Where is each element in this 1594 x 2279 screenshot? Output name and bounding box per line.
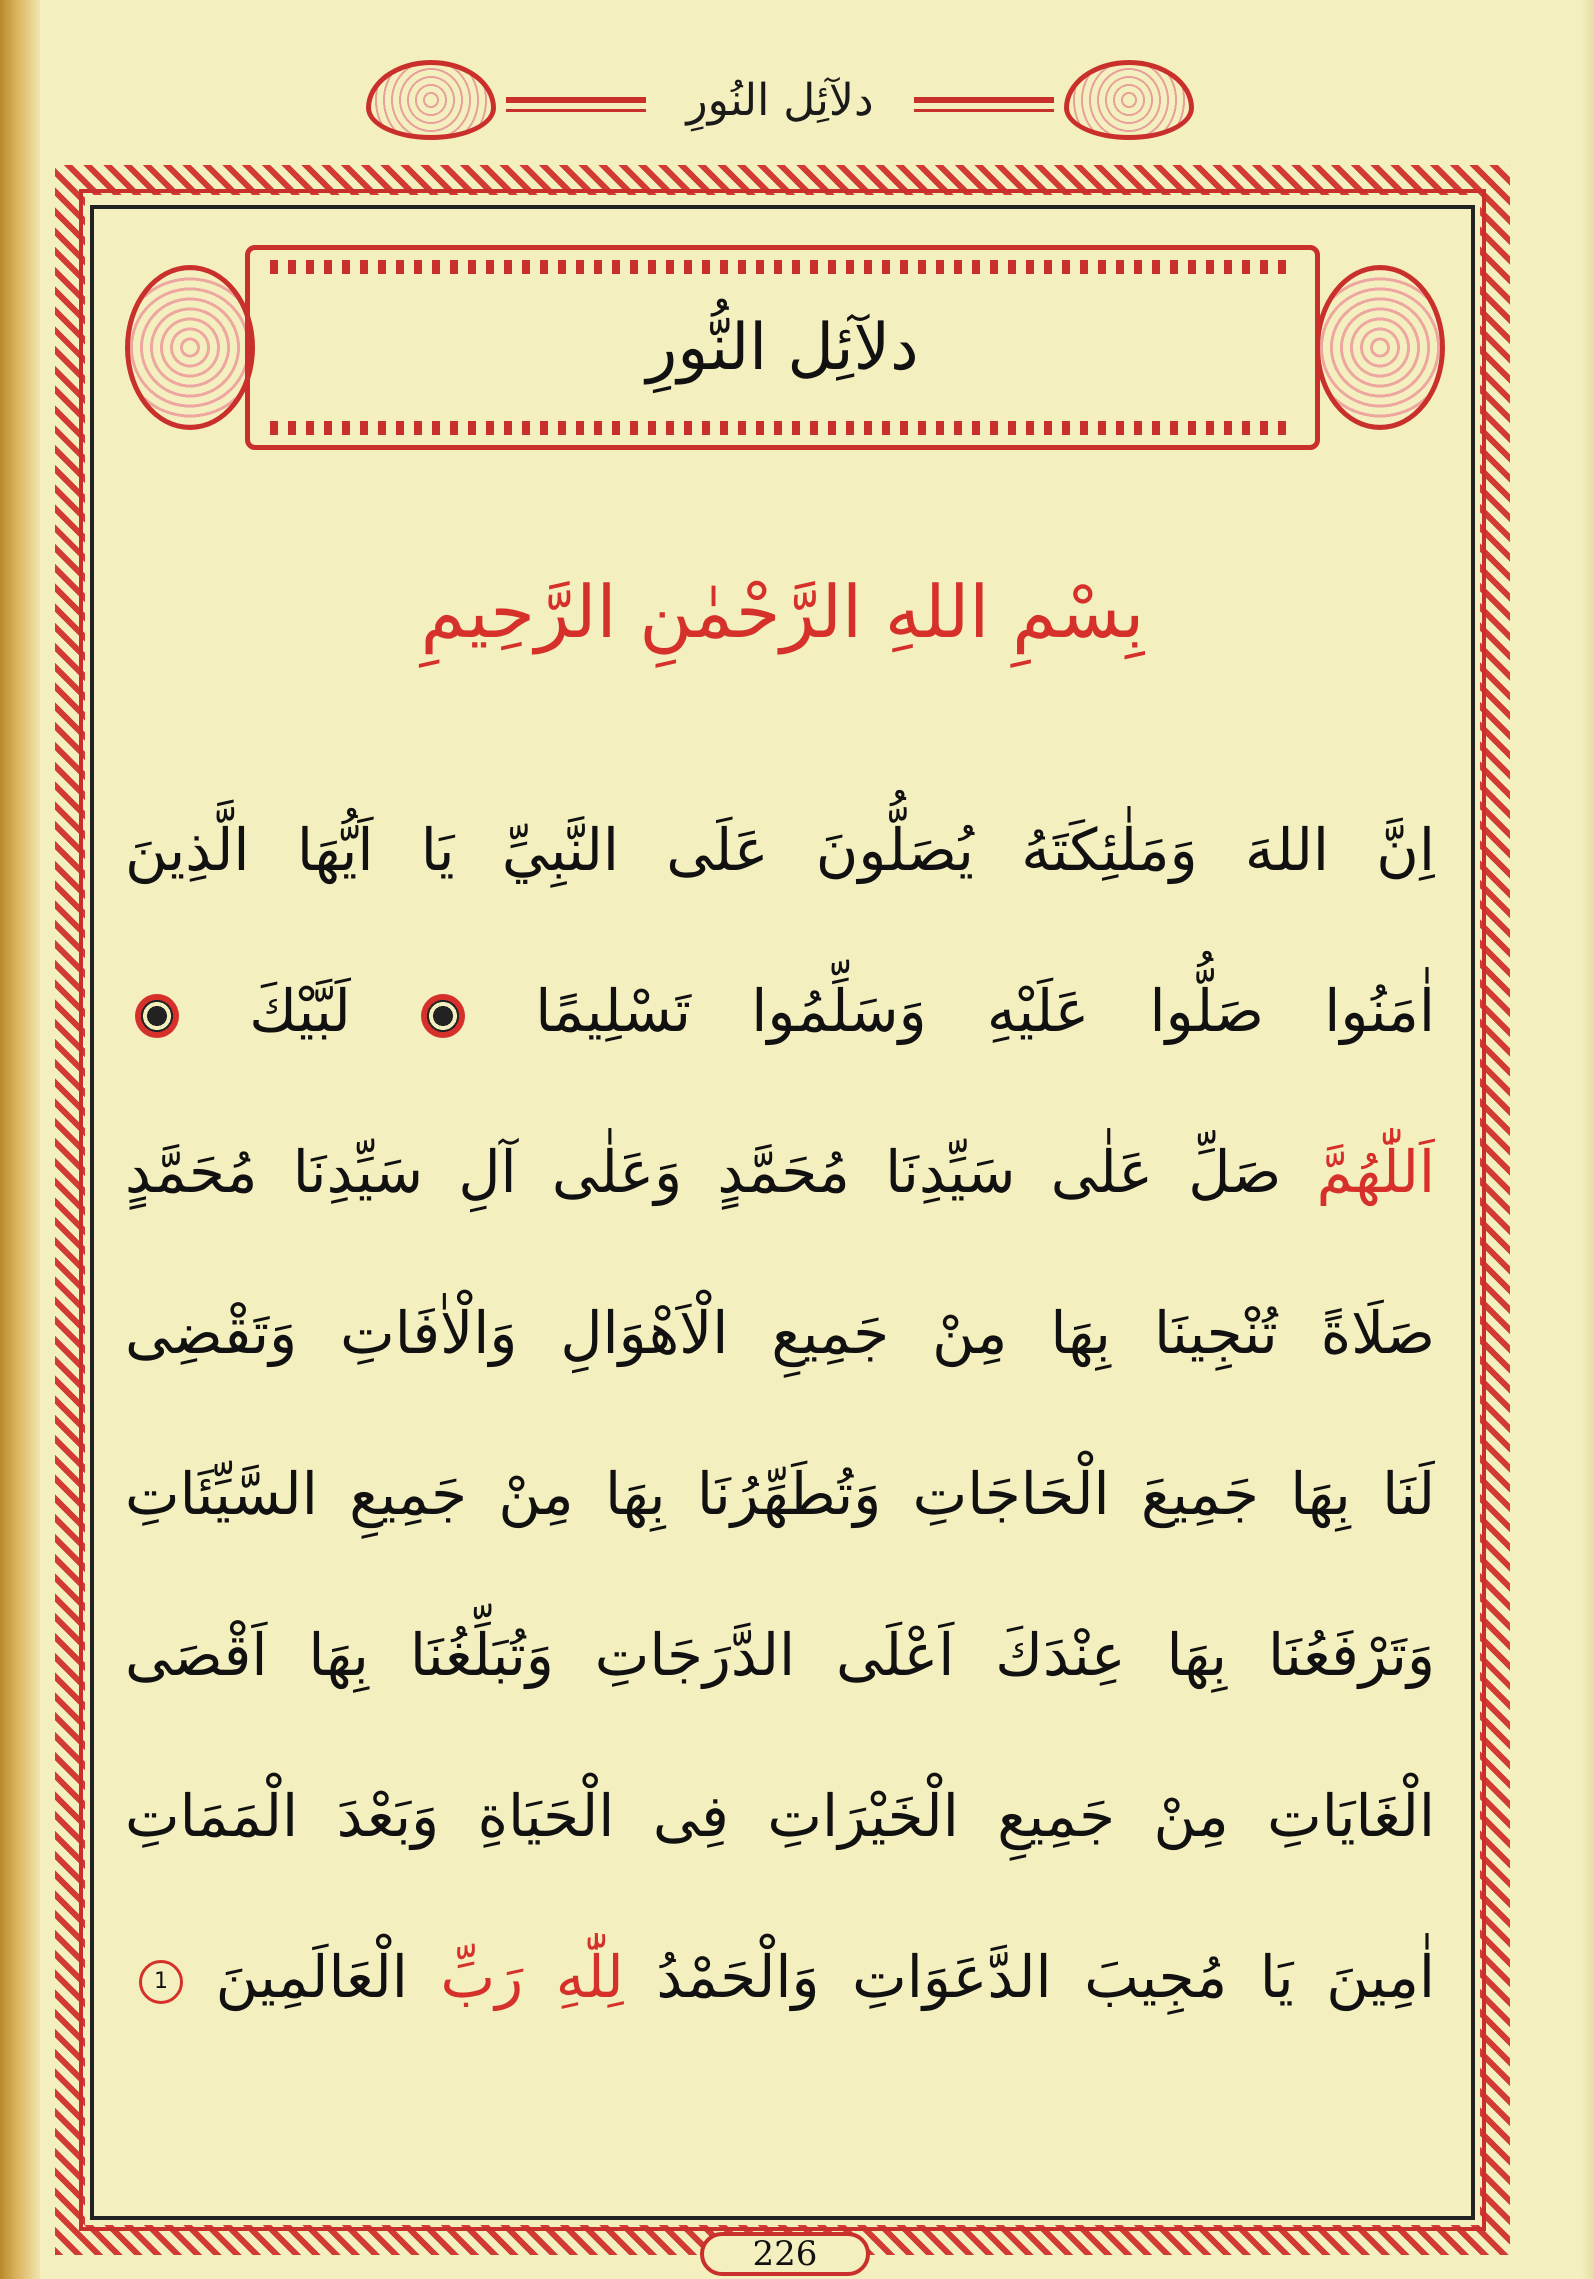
line-red-start: اَللّٰهُمَّ <box>1316 1138 1435 1206</box>
line-text: اٰمِينَ يَا مُجِيبَ الدَّعَوَاتِ وَالْحَمْدُ <box>656 1943 1435 2011</box>
basmala: بِسْمِ اللهِ الرَّحْمٰنِ الرَّحِيمِ <box>420 570 1145 654</box>
line-text: لَنَا بِهَا جَمِيعَ الْحَاجَاتِ وَتُطَهِّرُنَا بِهَا مِنْ جَمِيعِ السَّيِّئَاتِ <box>125 1460 1435 1528</box>
body-text <box>125 770 1435 2058</box>
text-line-2 <box>125 931 1435 1092</box>
verse-number-marker: 1 <box>139 1960 183 2004</box>
section-title: دلآئِل النُّورِ <box>646 310 919 385</box>
ornament-medallion-right <box>1064 60 1194 140</box>
line-text: صَلَاةً تُنْجِينَا بِهَا مِنْ جَمِيعِ الْاَهْوَالِ وَالْاٰفَاتِ وَتَقْضِى <box>125 1299 1435 1367</box>
ornament-rule-right <box>914 97 1054 103</box>
line-text-end: الْعَالَمِينَ <box>215 1943 408 2011</box>
page-binding-edge <box>0 0 40 2279</box>
rosette-icon <box>421 994 465 1038</box>
text-line-3 <box>125 1092 1435 1253</box>
cartouche-cap-right <box>1315 265 1445 430</box>
line-text: وَتَرْفَعُنَا بِهَا عِنْدَكَ اَعْلَى الدَّرَجَاتِ وَتُبَلِّغُنَا بِهَا اَقْصَى <box>125 1621 1435 1689</box>
line-text: الْغَايَاتِ مِنْ جَمِيعِ الْخَيْرَاتِ فِى الْحَيَاةِ وَبَعْدَ الْمَمَاتِ <box>125 1782 1435 1850</box>
running-title: دلآئِل النُورِ <box>686 74 874 126</box>
text-line-8 <box>125 1897 1435 2058</box>
line-text-after: لَبَّيْكَ <box>249 977 351 1045</box>
text-line-5 <box>125 1414 1435 1575</box>
title-cartouche <box>245 245 1320 450</box>
ornament-medallion-left <box>366 60 496 140</box>
page-number-badge <box>700 2232 870 2276</box>
line-red-mid: لِلّٰهِ رَبِّ <box>440 1943 624 2011</box>
rosette-icon <box>135 994 179 1038</box>
line-text: اِنَّ اللهَ وَمَلٰئِكَتَهُ يُصَلُّونَ عَلَى النَّبِيِّ يَا اَيُّهَا الَّذِينَ <box>125 816 1435 884</box>
cartouche-cap-left <box>125 265 255 430</box>
text-line-7 <box>125 1736 1435 1897</box>
running-header <box>330 55 1230 145</box>
text-line-4 <box>125 1253 1435 1414</box>
text-line-6 <box>125 1575 1435 1736</box>
line-text: صَلِّ عَلٰى سَيِّدِنَا مُحَمَّدٍ وَعَلٰى آلِ سَيِّدِنَا مُحَمَّدٍ <box>125 1138 1282 1206</box>
ornament-rule-left <box>506 97 646 103</box>
text-line-1 <box>125 770 1435 931</box>
page-number: 226 <box>752 2234 818 2274</box>
line-text: اٰمَنُوا صَلُّوا عَلَيْهِ وَسَلِّمُوا تَسْلِيمًا <box>535 977 1435 1045</box>
page-right-edge <box>1582 0 1594 2279</box>
